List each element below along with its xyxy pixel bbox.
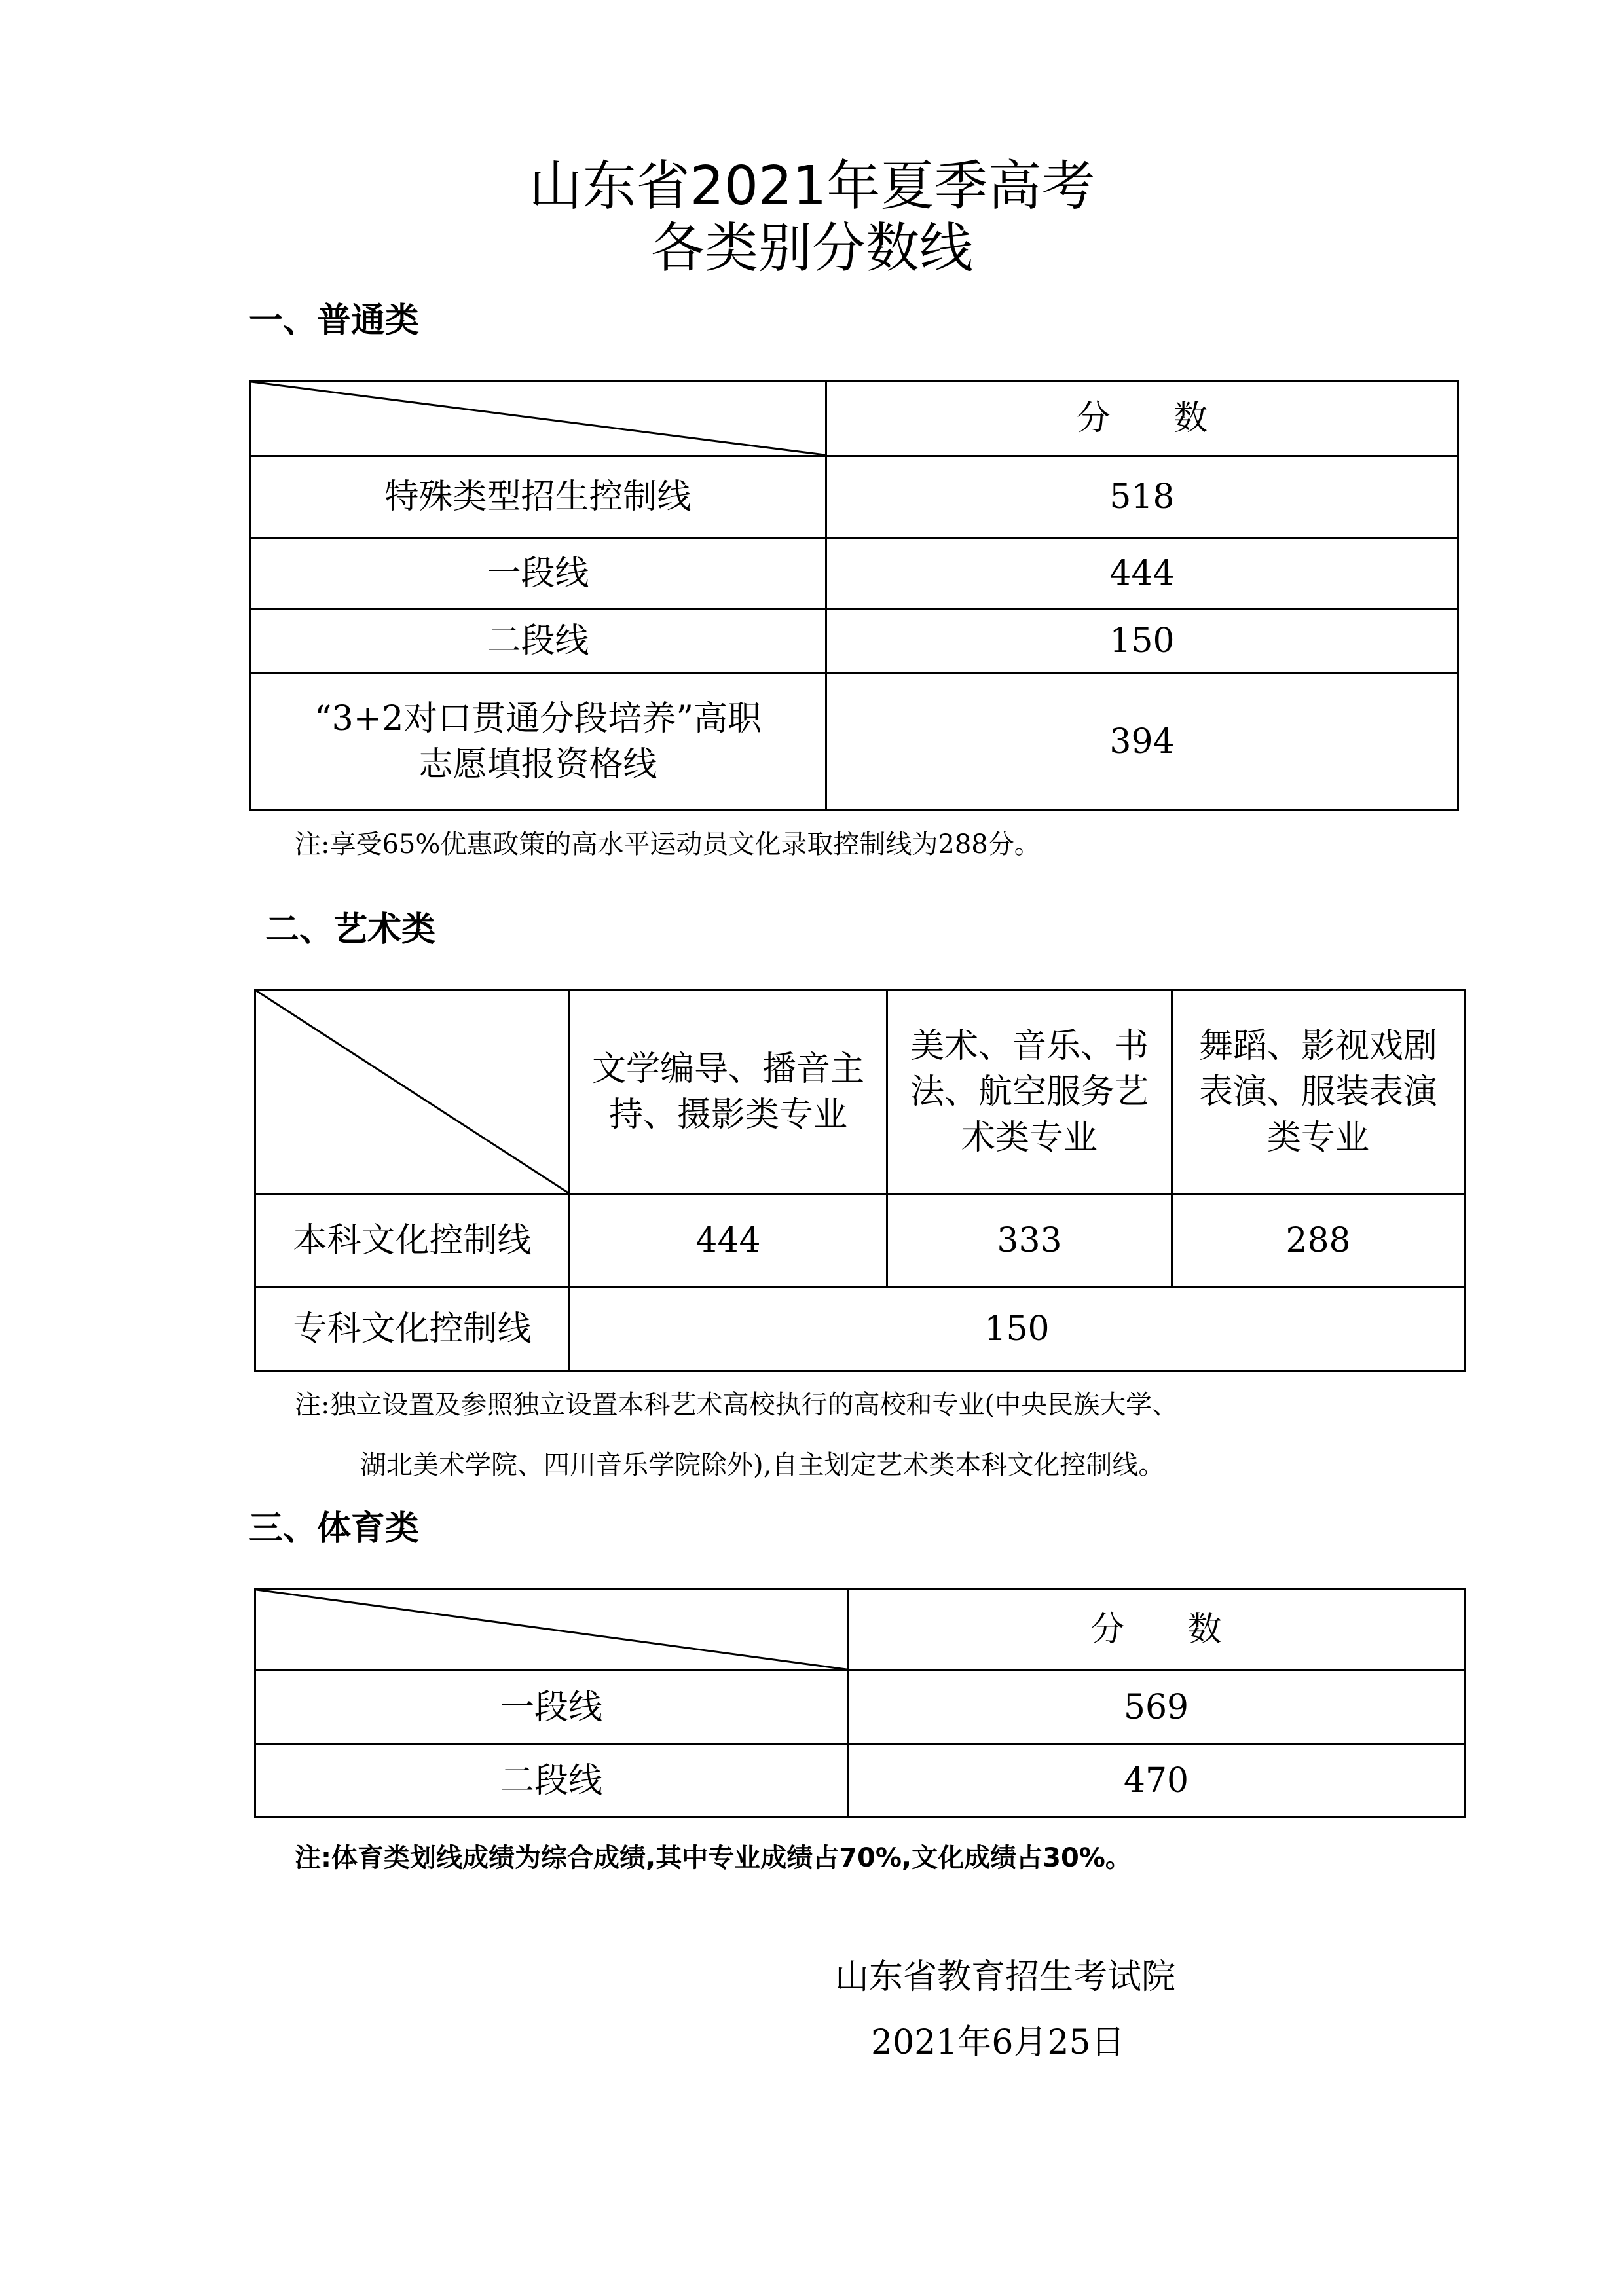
row-value: 518 bbox=[826, 456, 1458, 538]
row-value: 150 bbox=[570, 1287, 1465, 1371]
row-value: 569 bbox=[848, 1671, 1465, 1744]
row-label-line: 志愿填报资格线 bbox=[418, 744, 657, 784]
row-value: 288 bbox=[1172, 1194, 1465, 1287]
score-column-header: 分 数 bbox=[826, 381, 1458, 456]
art-note-line-2: 湖北美术学院、四川音乐学院除外),自主划定艺术类本科文化控制线。 bbox=[360, 1450, 1165, 1480]
score-column-header: 分 数 bbox=[848, 1589, 1465, 1671]
section-art-heading: 二、艺术类 bbox=[265, 910, 436, 949]
sports-score-table bbox=[254, 1588, 1466, 1818]
row-label: 本科文化控制线 bbox=[255, 1194, 570, 1287]
art-column-header: 文学编导、播音主 持、摄影类专业 bbox=[570, 990, 887, 1194]
row-label: 二段线 bbox=[250, 609, 826, 673]
row-value: 394 bbox=[826, 673, 1458, 811]
row-value: 333 bbox=[887, 1194, 1172, 1287]
sports-note: 注:体育类划线成绩为综合成绩,其中专业成绩占70%,文化成绩占30%。 bbox=[295, 1843, 1132, 1873]
general-note: 注:享受65%优惠政策的高水平运动员文化录取控制线为288分。 bbox=[295, 829, 1041, 860]
diagonal-header-cell bbox=[250, 381, 826, 456]
art-score-table bbox=[254, 989, 1466, 1372]
row-value: 150 bbox=[826, 609, 1458, 673]
row-value: 444 bbox=[570, 1194, 887, 1287]
page-subtitle: 各类别分数线 bbox=[650, 217, 973, 280]
row-value: 444 bbox=[826, 538, 1458, 609]
section-general-heading: 一、普通类 bbox=[249, 301, 420, 340]
row-label: 特殊类型招生控制线 bbox=[250, 456, 826, 538]
section-sports-heading: 三、体育类 bbox=[249, 1509, 420, 1548]
row-label-line: “3+2对口贯通分段培养”高职 bbox=[314, 699, 762, 738]
art-note-line-1: 注:独立设置及参照独立设置本科艺术高校执行的高校和专业(中央民族大学、 bbox=[295, 1390, 1179, 1420]
art-column-header: 舞蹈、影视戏剧 表演、服装表演 类专业 bbox=[1172, 990, 1465, 1194]
diagonal-header-cell bbox=[255, 1589, 848, 1671]
row-label: 专科文化控制线 bbox=[255, 1287, 570, 1371]
row-value: 470 bbox=[848, 1744, 1465, 1817]
row-label bbox=[250, 673, 826, 811]
general-score-table bbox=[249, 380, 1459, 811]
page-title: 山东省2021年夏季高考 bbox=[528, 155, 1096, 217]
diagonal-header-cell bbox=[255, 990, 570, 1194]
row-label: 一段线 bbox=[255, 1671, 848, 1744]
issue-date: 2021年6月25日 bbox=[871, 2023, 1125, 2062]
row-label: 二段线 bbox=[255, 1744, 848, 1817]
row-label: 一段线 bbox=[250, 538, 826, 609]
art-column-header: 美术、音乐、书 法、航空服务艺 术类专业 bbox=[887, 990, 1172, 1194]
issuing-organization: 山东省教育招生考试院 bbox=[835, 1958, 1176, 1997]
